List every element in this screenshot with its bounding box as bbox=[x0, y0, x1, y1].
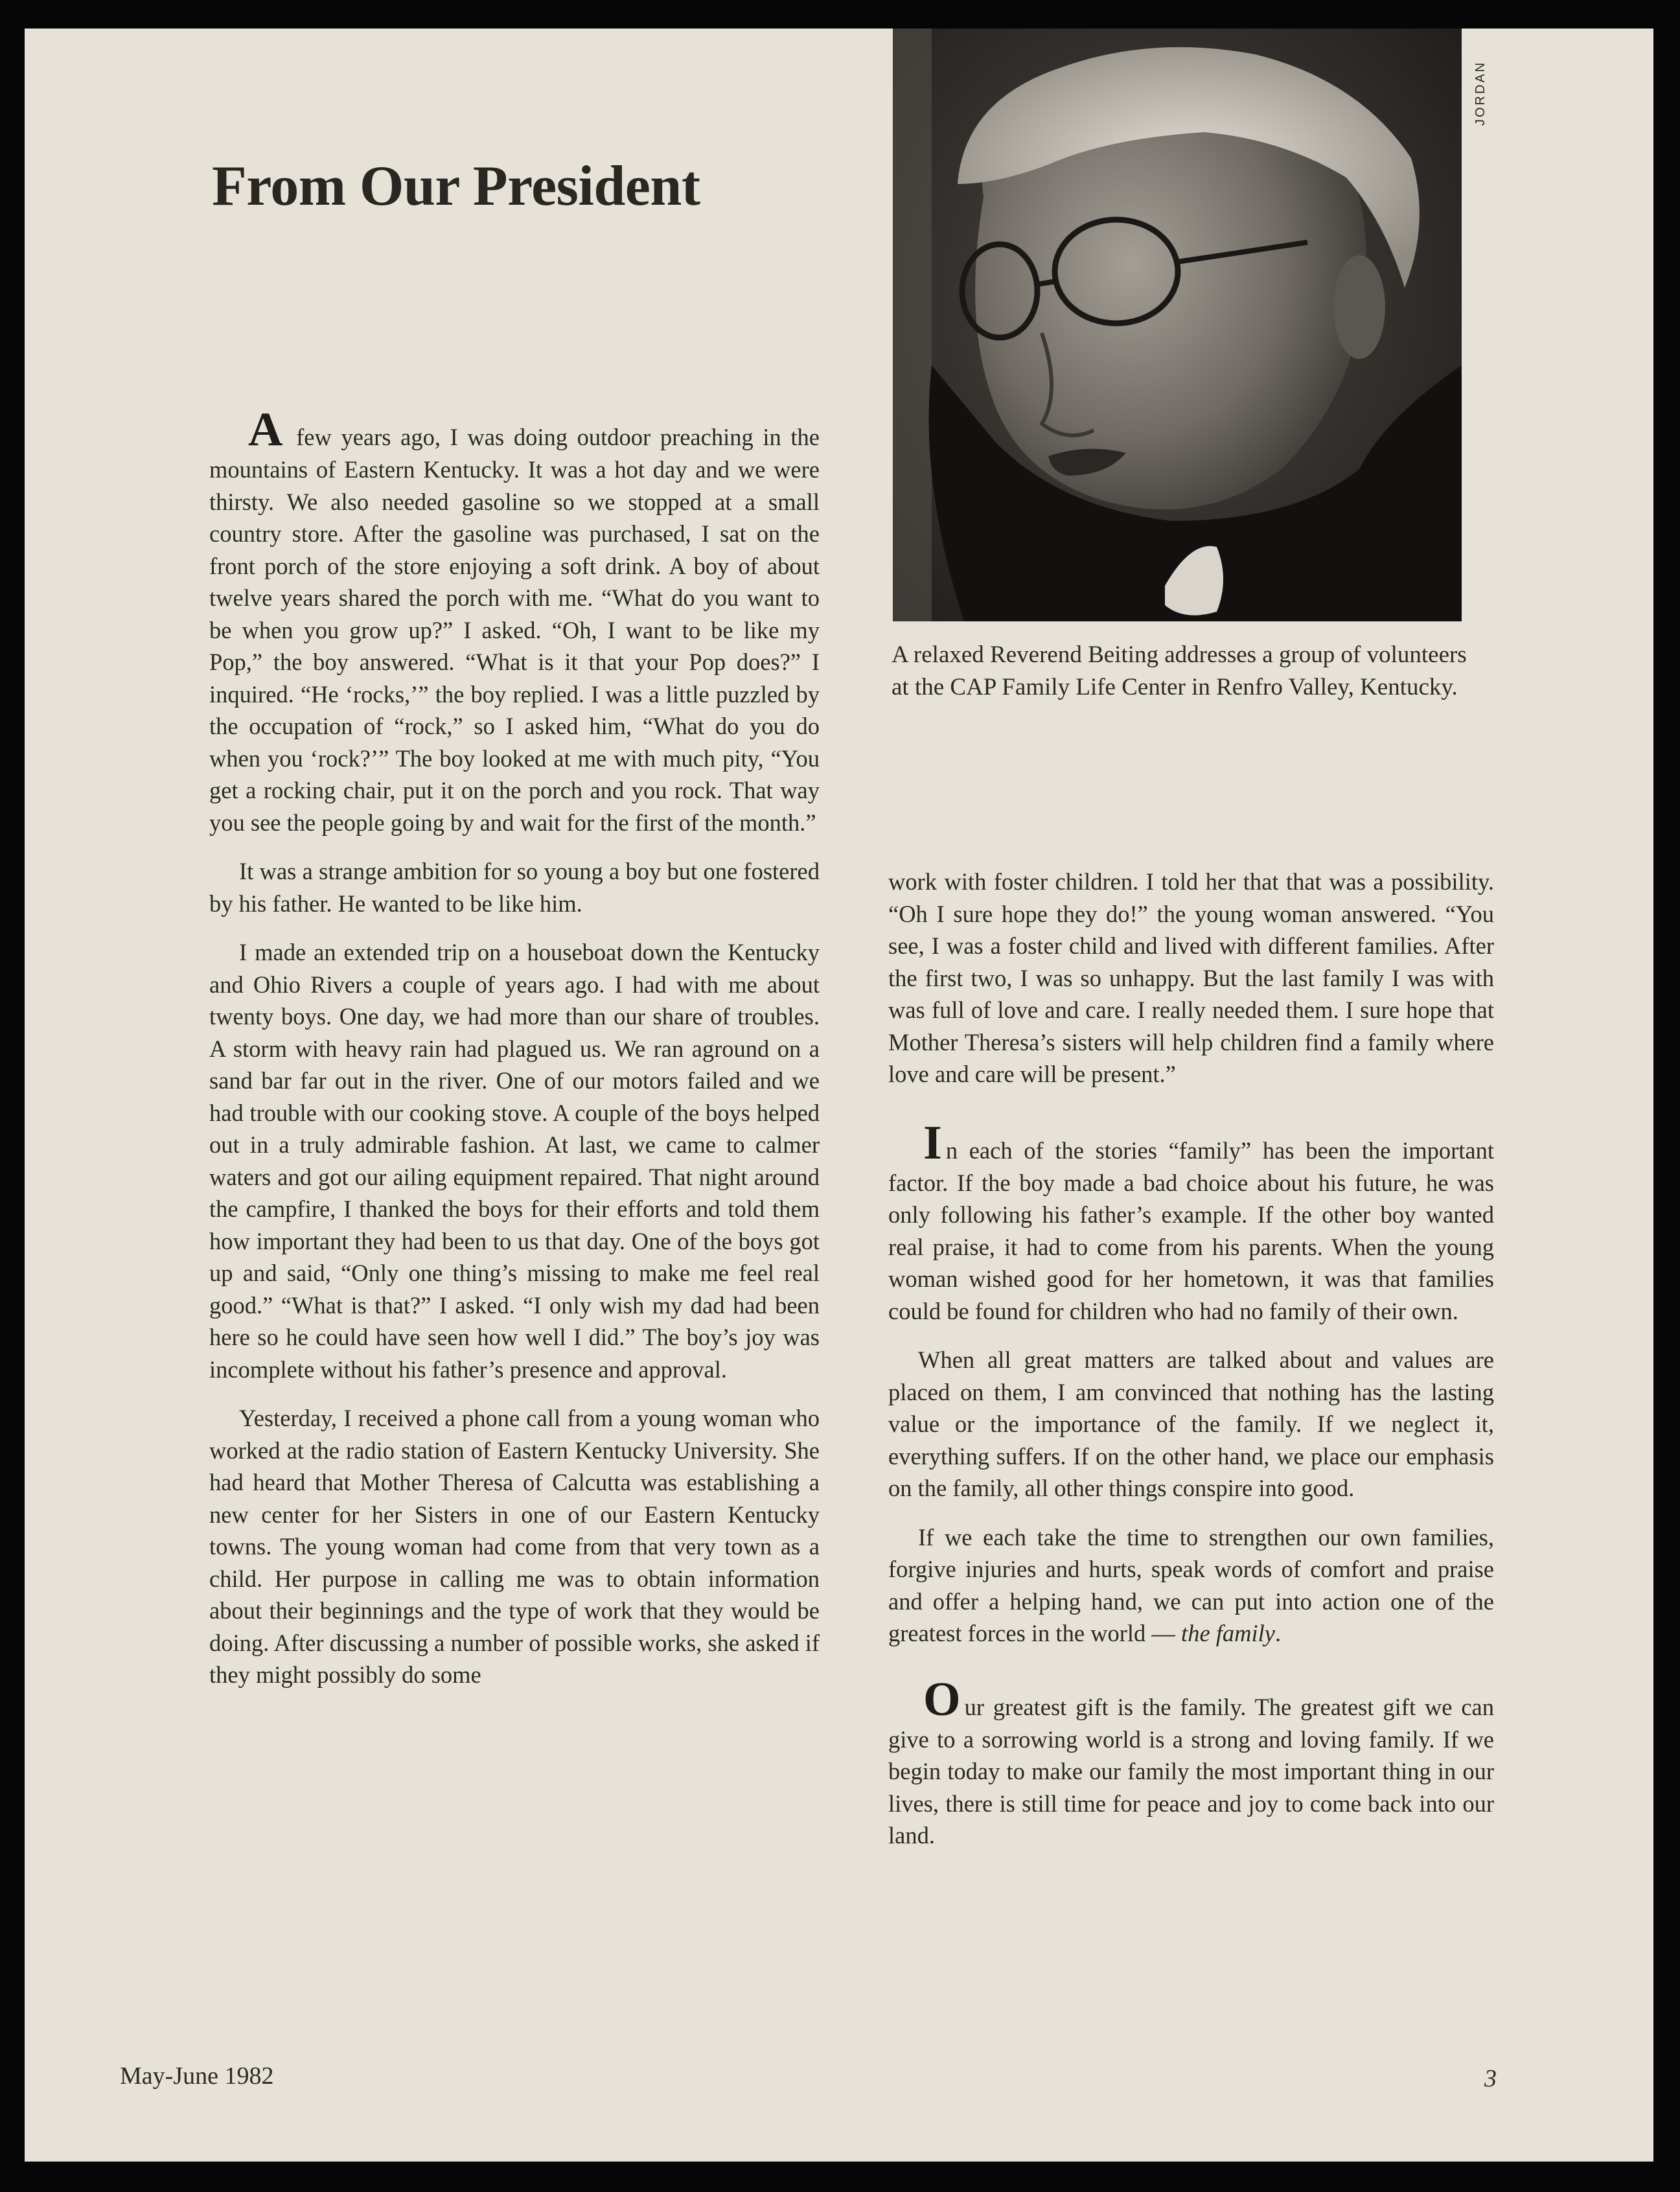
magazine-page bbox=[25, 29, 1653, 2162]
drop-cap: I bbox=[923, 1116, 942, 1170]
paragraph-dropcap: Our greatest gift is the family. The greatest gift we can give to a sorrowing world is a strong and loving family. If we begin today to make our family the most important thing in our lives, there is still time for peace and joy to come back into our land. bbox=[888, 1672, 1494, 1849]
photo-credit: JORDAN bbox=[1473, 60, 1488, 126]
page-number: 3 bbox=[1484, 2065, 1497, 2092]
photo-caption: A relaxed Reverend Beiting addresses a group of volunteers at the CAP Family Life Center in Renfro Valley, Kentucky. bbox=[892, 641, 1467, 700]
paragraph: When all great matters are talked about and values are placed on them, I am convinced that nothing has the lasting value or the importance of the family. If we neglect it, everything suffers. If on the other hand, we place our emphasis on the family, all other things conspire into good. bbox=[888, 1346, 1494, 1501]
paragraph: It was a strange ambition for so young a boy but one fostered by his father. He wanted to be like him. bbox=[209, 858, 820, 917]
paragraph-opening: A few years ago, I was doing outdoor preaching in the mountains of Eastern Kentucky. It was a hot day and we were thirsty. We also needed gasoline so we stopped at a small country store. After the gasoline was purchased, I sat on the front porch of the store enjoying a soft drink. A boy of about twelve years shared the porch with me. “What do you want to be when you grow up?” I asked. “Oh, I want to be like my Pop,” the boy answered. “What is it that your Pop does?” I inquired. “He ‘rocks,’” the boy replied. I was a little puzzled by the occupation of “rock,” so I asked him, “What do you do when you ‘rock?’” The boy looked at me with much pity, “You get a rocking chair, put it on the porch and you rock. That way you see the people going by and wait for the first of the month.” bbox=[209, 403, 820, 836]
issue-date: May-June 1982 bbox=[120, 2062, 274, 2090]
paragraph: Yesterday, I received a phone call from a young woman who worked at the radio station of Eastern Kentucky University. She had heard that Mother Theresa of Calcutta was establishing a new center for her Sisters in one of our Eastern Kentucky towns. The young woman had come from that very town as a child. Her purpose in calling me was to obtain information about their beginnings and the type of work that they would be doing. After discussing a number of possible works, she asked if they might possibly do some bbox=[209, 1405, 820, 1688]
portrait-illustration bbox=[893, 29, 1462, 621]
paragraph: If we each take the time to strengthen our own families, forgive injuries and hurts, speak words of comfort and praise and offer a helping hand, we can put into action one of the greatest forces in the world — the family. bbox=[888, 1523, 1494, 1646]
paragraph: I made an extended trip on a houseboat down the Kentucky and Ohio Rivers a couple of years ago. I had with me about twenty boys. One day, we had more than our share of troubles. A storm with heavy rain had plagued us. We ran aground on a sand bar far out in the river. One of our motors failed and we had trouble with our cooking stove. A couple of the boys helped out in a truly admirable fashion. At last, we came to calmer waters and got our ailing equipment repaired. That night around the campfire, I thanked the boys for their efforts and told them how important they had been to us that day. One of the boys got up and said, “Only one thing’s missing to make me feel real good.” “What is that?” I asked. “I only wish my dad had been here so he could have seen how well I did.” The boy’s joy was incomplete without his father’s presence and approval. bbox=[209, 939, 820, 1383]
left-column bbox=[209, 403, 820, 1708]
right-column bbox=[888, 866, 1494, 1869]
emphasis-the-family: the family bbox=[1181, 1620, 1275, 1646]
paragraph-dropcap: In each of the stories “family” has been the important factor. If the boy made a bad choice about his future, he was only following his father’s example. If the other boy wanted real praise, it had to come from his parents. When the young woman wished good for her hometown, it was that families could be found for children who had no family of their own. bbox=[888, 1116, 1494, 1324]
portrait-photo bbox=[893, 29, 1462, 621]
drop-cap: A bbox=[248, 403, 283, 456]
page-title: From Our President bbox=[212, 155, 700, 218]
drop-cap: O bbox=[923, 1672, 961, 1726]
paragraph: work with foster children. I told her that that was a possibility. “Oh I sure hope they do!” the young woman answered. “You see, I was a foster child and lived with different families. After the first two, I was so unhappy. But the last family I was with was full of love and care. I really needed them. I sure hope that Mother Theresa’s sisters will help children find a family where love and care will be present.” bbox=[888, 868, 1494, 1087]
